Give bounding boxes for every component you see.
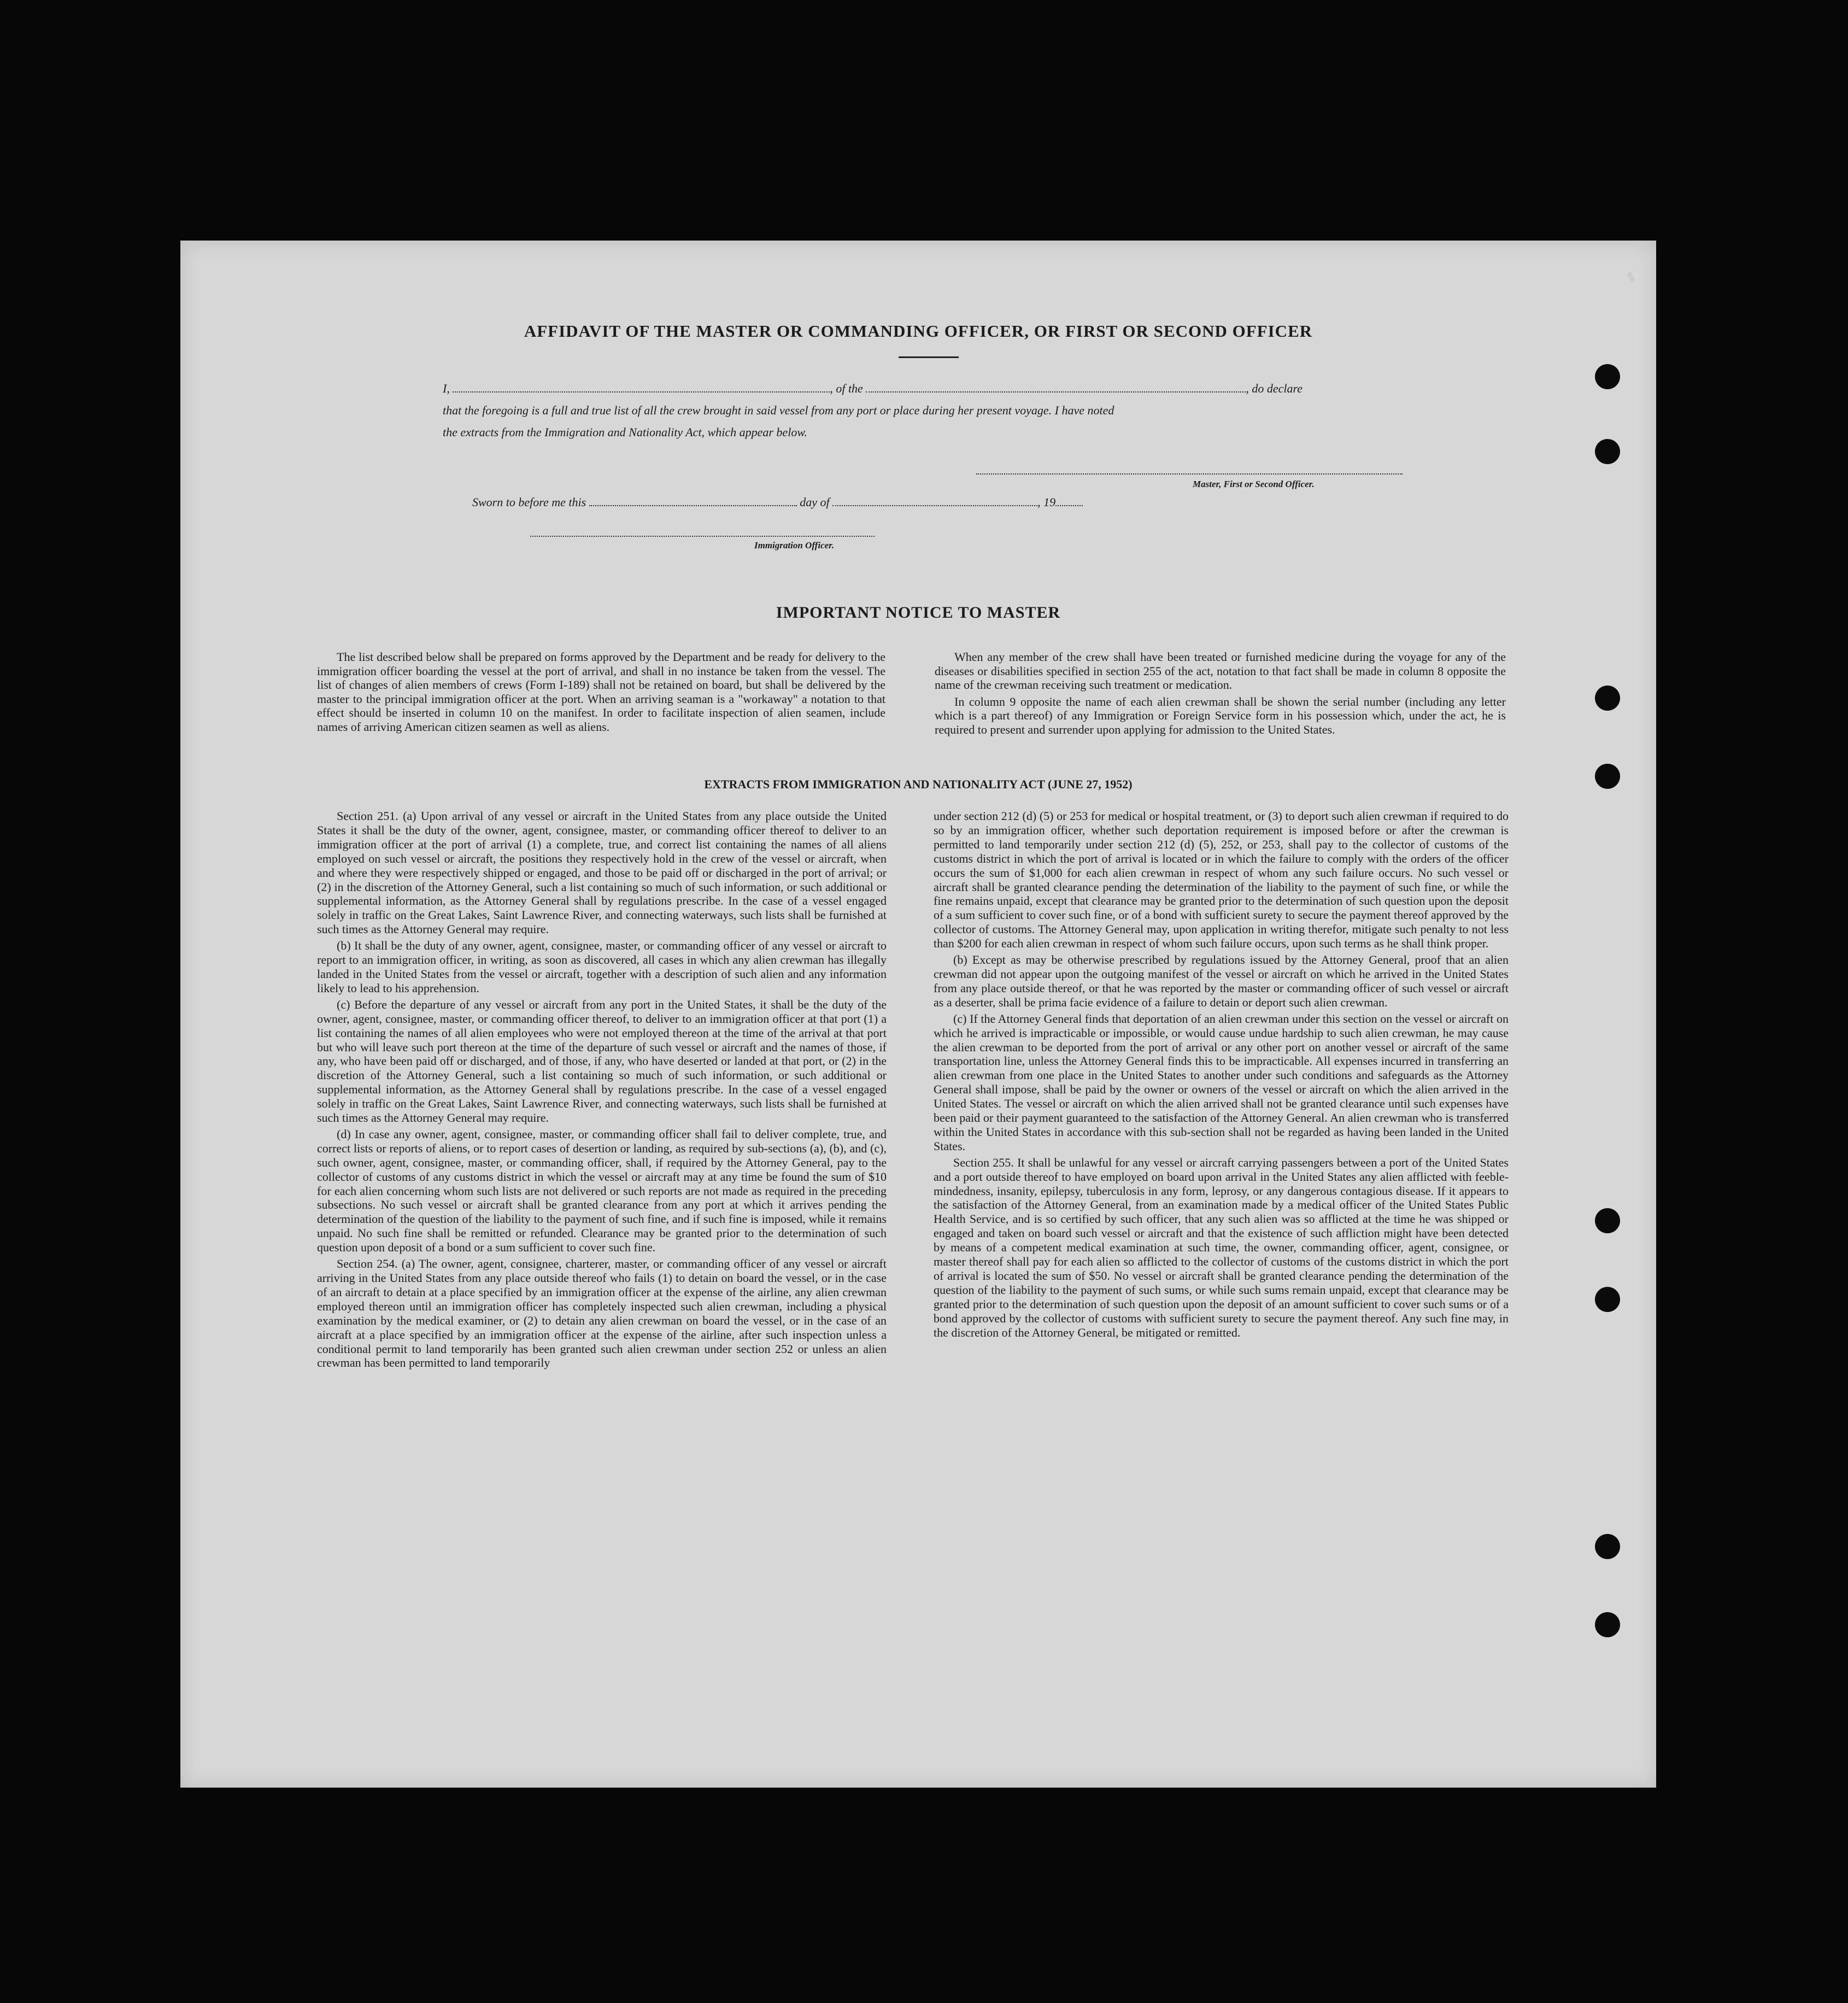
punch-hole: [1595, 764, 1620, 789]
extracts-left-column: [317, 809, 887, 1372]
punch-hole: [1595, 364, 1620, 389]
officer-signature-line[interactable]: [530, 536, 875, 537]
document-page: [180, 241, 1656, 1788]
affidavit-of-the-label: , of the: [830, 382, 863, 395]
day-of-label: day of: [800, 495, 830, 509]
notice-paragraph: The list described below shall be prepared on forms approved by the Department and be ready for delivery to the immigration officer boarding the vessel at the port of arrival, and shall in no instance be taken from the vessel. The list of changes of alien members of crews (Form I-189) shall not be retained on board, but shall be delivered by the master to the principal immigration officer at the port. When an arriving seaman is a "workaway" a notation to that effect should be inserted in column 10 on the manifest. In order to facilitate inspection of alien seamen, include names of arriving American citizen seamen as well as aliens.: [317, 650, 885, 734]
section-251a: Section 251. (a) Upon arrival of any vessel or aircraft in the United States from any place outside the United States it shall be the duty of the owner, agent, consignee, master, or commanding officer thereof to deliver to an immigration officer at the port of arrival (1) a complete, true, and correct list containing the names of all aliens employed on such vessel or aircraft, the positions they respectively hold in the crew of the vessel or aircraft, when and where they were respectively shipped or engaged, and those to be paid off or discharged in the port of arrival; or (2) in the discretion of the Attorney General, such a list containing so much of such information, or such additional or supplemental information, as the Attorney General shall by regulations prescribe. In the case of a vessel engaged solely in traffic on the Great Lakes, Saint Lawrence River, and connecting waterways, such lists shall be furnished at such times as the Attorney General may require.: [317, 809, 887, 936]
vessel-blank[interactable]: [866, 384, 1246, 393]
section-254b: (b) Except as may be otherwise prescribed by regulations issued by the Attorney General, proof that an alien crewman did not appear upon the outgoing manifest of the vessel or aircraft on which he arrived in the United States from any place outside thereof, or that he was reported by the master or commanding officer of such vessel or aircraft as a deserter, shall be prima facie evidence of a failure to detain or deport such alien crewman.: [934, 953, 1509, 1009]
extracts-right-column: [934, 809, 1509, 1342]
name-blank[interactable]: [453, 384, 830, 393]
section-254c: (c) If the Attorney General finds that deportation of an alien crewman under this section on the vessel or aircraft on which he arrived is impracticable or impossible, or would cause undue hardship to such alien crewman, he may cause the alien crewman to be deported from the port of arrival or any other port on another vessel or aircraft of the same transportation line, unless the Attorney General finds this to be impracticable. All expenses incurred in transferring an alien crewman from one place in the United States to another under such conditions and safeguards as the Attorney General shall impose, shall be paid by the owner or owners of the vessel or aircraft on which the alien arrived in the United States. The vessel or aircraft on which the alien arrived shall not be granted clearance until such expenses have been paid or their payment guaranteed to the satisfaction of the Attorney General. An alien crewman who is transferred within the United States in accordance with this sub-section shall not be regarded as having been landed in the United States.: [934, 1011, 1509, 1153]
section-251d: (d) In case any owner, agent, consignee, master, or commanding officer shall fail to deliver complete, true, and correct lists or reports of aliens, or to report cases of desertion or landing, as required by sub-sections (a), (b), and (c), such owner, agent, consignee, master, or commanding officer, shall, if required by the Attorney General, pay to the collector of customs of any customs district in which the vessel or aircraft may at any time be found the sum of $10 for each alien concerning whom such lists are not delivered or such reports are not made as required in the preceding subsections. No such vessel or aircraft shall be granted clearance from any port at which it arrives pending the determination of the question of the liability to the payment of such fine, and if such fine is imposed, while it remains unpaid. No such fine shall be remitted or refunded. Clearance may be granted prior to the determination of such question upon deposit of a bond or a sum sufficient to cover such fine.: [317, 1127, 887, 1255]
master-signature-line[interactable]: [976, 473, 1403, 475]
sworn-label: Sworn to before me this: [472, 495, 586, 509]
notice-paragraph: In column 9 opposite the name of each alien crewman shall be shown the serial number (including any letter which is a part thereof) of any Immigration or Foreign Service form in his possession which, under the act, he is required to present and surrender upon applying for admission to the United States.: [935, 694, 1506, 736]
master-caption: Master, First or Second Officer.: [1193, 479, 1315, 489]
affidavit-statement-line-2: the extracts from the Immigration and Nationality Act, which appear below.: [443, 425, 807, 439]
notice-paragraph: When any member of the crew shall have been treated or furnished medicine during the voyage for any of the diseases or disabilities specified in section 255 of the act, notation to that fact shall be made in column 8 opposite the name of the crewman receiving such treatment or medication.: [935, 650, 1506, 692]
section-255: Section 255. It shall be unlawful for any vessel or aircraft carrying passengers between a port of the United States and a port outside thereof to have employed on board upon arrival in the United States any alien afflicted with feeble-mindedness, insanity, epilepsy, tuberculosis in any form, leprosy, or any dangerous contagious disease. If it appears to the satisfaction of the Attorney General, from an examination made by a medical officer of the United States Public Health Service, and is so certified by such officer, that any such alien was so afflicted at the time he was shipped or engaged and taken on board such vessel or aircraft and that the existence of such affliction might have been detected by means of a competent medical examination at such time, the owner, commanding officer, agent, consignee, or master thereof shall pay for each alien so afflicted to the collector of customs of the customs district in which the port of arrival is located the sum of $50. No vessel or aircraft shall be granted clearance pending the determination of the question of the liability to the payment of such sums, or while such sums remain unpaid, except that clearance may be granted prior to the determination of such question upon the deposit of an amount sufficient to cover such sums or of a bond approved by the collector of customs with sufficient surety to secure the payment thereof. Any such fine may, in the discretion of the Attorney General, be mitigated or remitted.: [934, 1155, 1509, 1339]
sworn-month-blank[interactable]: [832, 497, 1037, 506]
affidavit-i-label: I,: [443, 382, 450, 395]
affidavit-declaration-line: [443, 382, 1410, 396]
section-251c: (c) Before the departure of any vessel or aircraft from any port in the United States, it shall be the duty of the owner, agent, consignee, master, or commanding officer thereof, to deliver to an immigration officer at that port (1) a list containing the names of all alien employees who were not employed thereon at the time of the arrival at that port but who will leave such port thereon at the time of the departure of such vessel or aircraft and the names of those, if any, who have been paid off or discharged, and of those, if any, who have deserted or landed at that port, or (2) in the discretion of the Attorney General, such a list containing so much of such information, or such additional or supplemental information, as the Attorney General shall by regulations prescribe. In the case of a vessel engaged solely in traffic on the Great Lakes, Saint Lawrence River, and connecting waterways, such lists shall be furnished at such times as the Attorney General may require.: [317, 997, 887, 1125]
punch-hole: [1595, 1612, 1620, 1637]
year-label: , 19: [1037, 495, 1056, 509]
notice-right-column: [935, 650, 1506, 736]
officer-caption: Immigration Officer.: [754, 540, 835, 550]
notice-title: IMPORTANT NOTICE TO MASTER: [776, 604, 1061, 622]
affidavit-declare-label: , do declare: [1246, 382, 1303, 395]
punch-hole: [1595, 439, 1620, 464]
extracts-title: EXTRACTS FROM IMMIGRATION AND NATIONALITY ACT (JUNE 27, 1952): [704, 777, 1133, 791]
sworn-line: [472, 495, 1237, 509]
punch-hole: [1595, 1287, 1620, 1312]
sworn-year-blank[interactable]: [1055, 497, 1083, 506]
affidavit-title: AFFIDAVIT OF THE MASTER OR COMMANDING OFFICER, OR FIRST OR SECOND OFFICER: [524, 321, 1313, 341]
affidavit-statement-line: that the foregoing is a full and true list of all the crew brought in said vessel from any port or place during her present voyage. I have noted: [443, 403, 1114, 417]
section-251b: (b) It shall be the duty of any owner, agent, consignee, master, or commanding officer of any vessel or aircraft to report to an immigration officer, in writing, as soon as discovered, all cases in which any alien crewman has illegally landed in the United States from the vessel or aircraft, together with a description of such alien and any information likely to lead to his apprehension.: [317, 939, 887, 995]
notice-left-column: [317, 650, 885, 734]
punch-hole: [1595, 1208, 1620, 1233]
section-254a-continued: under section 212 (d) (5) or 253 for medical or hospital treatment, or (3) to deport such alien crewman if required to do so by an immigration officer, whether such deportation requirement is imposed before or after the crewman is permitted to land temporarily under section 212 (d) (5), 252, or 253, shall pay to the collector of customs of the customs district in which the port of arrival is located or in which the failure to comply with the orders of the officer occurs the sum of $1,000 for each alien crewman in respect of whom any such failure occurs. No such vessel or aircraft shall be granted clearance pending the determination of the liability to the payment of such fine, or while the fine remains unpaid, except that clearance may be granted prior to the determination of such question upon the deposit of a sum sufficient to cover such fine, or of a bond with sufficient surety to secure the payment thereof approved by the collector of customs. The Attorney General may, upon application in writing therefor, mitigate such penalty to not less than $200 for each alien crewman in respect of whom such failure occurs, upon such terms as he shall think proper.: [934, 809, 1509, 951]
punch-hole: [1595, 686, 1620, 711]
title-rule: [899, 356, 959, 358]
punch-hole: [1595, 1534, 1620, 1559]
sworn-day-blank[interactable]: [589, 497, 797, 506]
section-254a: Section 254. (a) The owner, agent, consignee, charterer, master, or commanding officer of any vessel or aircraft arriving in the United States from any place outside thereof who fails (1) to detain on board the vessel, or in the case of an aircraft to detain at a place specified by an immigration officer at the expense of the airline, any alien crewman employed thereon until an immigration officer has completely inspected such alien crewman, including a physical examination by the medical examiner, or (2) to detain any alien crewman on board the vessel, or in the case of an aircraft at a place specified by an immigration officer at the expense of the airline, after such inspection unless a conditional permit to land temporarily has been granted such alien crewman under section 252 or unless an alien crewman has been permitted to land temporarily: [317, 1257, 887, 1370]
